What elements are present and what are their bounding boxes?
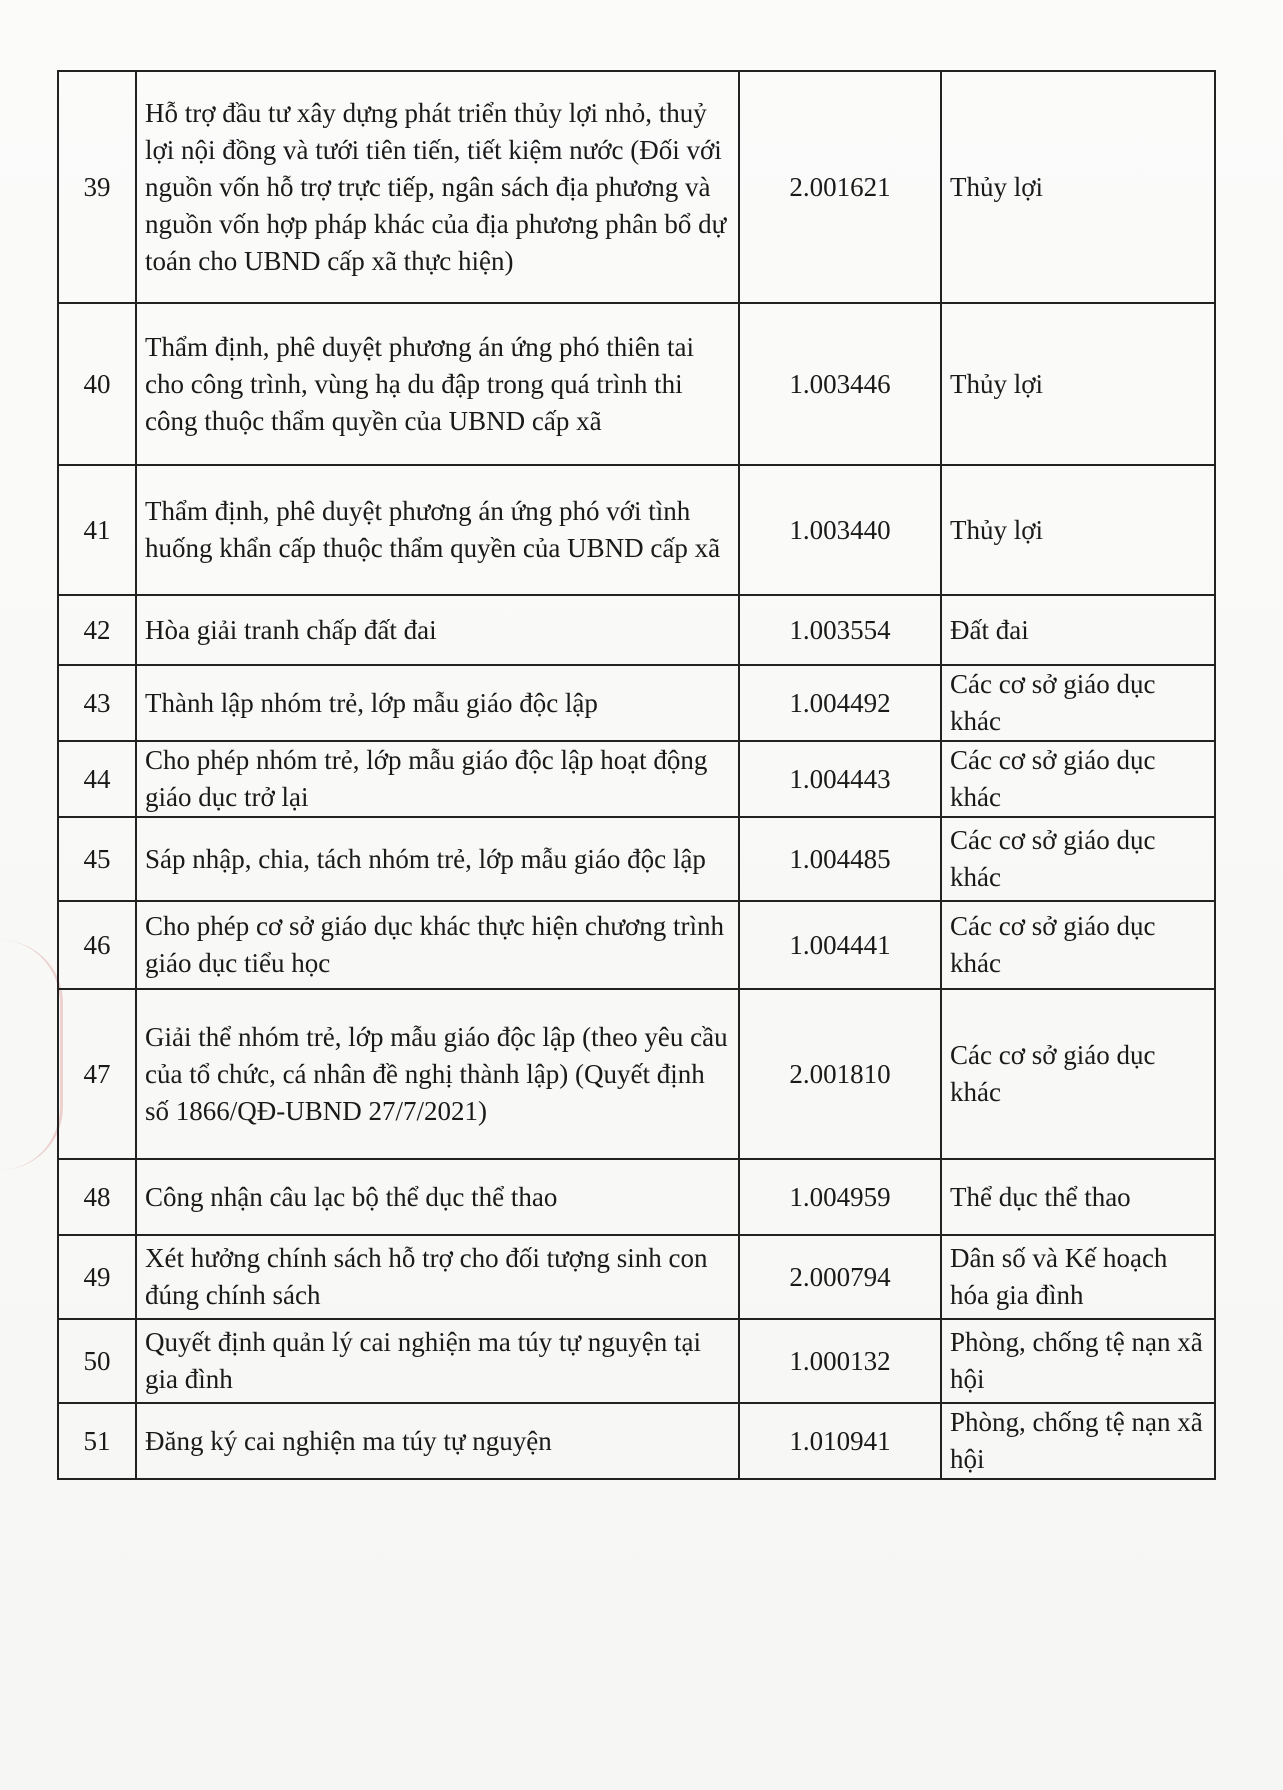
procedure-code: 1.003554 xyxy=(739,595,941,665)
procedure-code: 1.004485 xyxy=(739,817,941,901)
procedure-field: Các cơ sở giáo dục khác xyxy=(941,665,1215,741)
row-number: 46 xyxy=(58,901,136,989)
procedure-table-body xyxy=(58,71,1215,1479)
procedure-field: Phòng, chống tệ nạn xã hội xyxy=(941,1403,1215,1479)
table-row xyxy=(58,1235,1215,1319)
procedure-code: 1.003440 xyxy=(739,465,941,595)
procedure-code: 1.004441 xyxy=(739,901,941,989)
table-row xyxy=(58,465,1215,595)
procedure-field: Các cơ sở giáo dục khác xyxy=(941,817,1215,901)
table-row xyxy=(58,1159,1215,1235)
table-row xyxy=(58,1403,1215,1479)
procedure-field: Các cơ sở giáo dục khác xyxy=(941,741,1215,817)
procedure-field: Thủy lợi xyxy=(941,465,1215,595)
row-number: 47 xyxy=(58,989,136,1159)
procedure-field: Thủy lợi xyxy=(941,71,1215,303)
table-row xyxy=(58,595,1215,665)
row-number: 43 xyxy=(58,665,136,741)
procedure-table xyxy=(57,70,1216,1480)
procedure-code: 2.001621 xyxy=(739,71,941,303)
red-stamp-edge xyxy=(0,940,63,1170)
procedure-name: Hòa giải tranh chấp đất đai xyxy=(136,595,739,665)
table-row xyxy=(58,989,1215,1159)
procedure-code: 1.004492 xyxy=(739,665,941,741)
procedure-name: Giải thể nhóm trẻ, lớp mẫu giáo độc lập (theo yêu cầu của tổ chức, cá nhân đề nghị thành lập) (Quyết định số 1866/QĐ-UBND 27/7/2021) xyxy=(136,989,739,1159)
row-number: 50 xyxy=(58,1319,136,1403)
procedure-code: 2.001810 xyxy=(739,989,941,1159)
procedure-name: Cho phép nhóm trẻ, lớp mẫu giáo độc lập hoạt động giáo dục trở lại xyxy=(136,741,739,817)
procedure-code: 1.004443 xyxy=(739,741,941,817)
procedure-name: Hỗ trợ đầu tư xây dựng phát triển thủy lợi nhỏ, thuỷ lợi nội đồng và tưới tiên tiến, tiết kiệm nước (Đối với nguồn vốn hỗ trợ trực tiếp, ngân sách địa phương và nguồn vốn hợp pháp khác của địa phương phân bổ dự toán cho UBND cấp xã thực hiện) xyxy=(136,71,739,303)
procedure-name: Quyết định quản lý cai nghiện ma túy tự nguyện tại gia đình xyxy=(136,1319,739,1403)
table-row xyxy=(58,665,1215,741)
procedure-code: 2.000794 xyxy=(739,1235,941,1319)
procedure-name: Thẩm định, phê duyệt phương án ứng phó thiên tai cho công trình, vùng hạ du đập trong quá trình thi công thuộc thẩm quyền của UBND cấp xã xyxy=(136,303,739,465)
procedure-name: Cho phép cơ sở giáo dục khác thực hiện chương trình giáo dục tiểu học xyxy=(136,901,739,989)
procedure-name: Sáp nhập, chia, tách nhóm trẻ, lớp mẫu giáo độc lập xyxy=(136,817,739,901)
procedure-name: Thành lập nhóm trẻ, lớp mẫu giáo độc lập xyxy=(136,665,739,741)
procedure-field: Phòng, chống tệ nạn xã hội xyxy=(941,1319,1215,1403)
table-row xyxy=(58,71,1215,303)
table-row xyxy=(58,901,1215,989)
procedure-name: Xét hưởng chính sách hỗ trợ cho đối tượng sinh con đúng chính sách xyxy=(136,1235,739,1319)
row-number: 49 xyxy=(58,1235,136,1319)
row-number: 42 xyxy=(58,595,136,665)
procedure-code: 1.003446 xyxy=(739,303,941,465)
row-number: 48 xyxy=(58,1159,136,1235)
row-number: 41 xyxy=(58,465,136,595)
procedure-code: 1.004959 xyxy=(739,1159,941,1235)
table-row xyxy=(58,817,1215,901)
procedure-field: Các cơ sở giáo dục khác xyxy=(941,901,1215,989)
row-number: 39 xyxy=(58,71,136,303)
procedure-field: Thể dục thể thao xyxy=(941,1159,1215,1235)
table-row xyxy=(58,1319,1215,1403)
procedure-code: 1.000132 xyxy=(739,1319,941,1403)
table-row xyxy=(58,741,1215,817)
procedure-field: Thủy lợi xyxy=(941,303,1215,465)
row-number: 45 xyxy=(58,817,136,901)
procedure-field: Dân số và Kế hoạch hóa gia đình xyxy=(941,1235,1215,1319)
procedure-table-wrapper xyxy=(57,70,1207,1480)
table-row xyxy=(58,303,1215,465)
procedure-name: Đăng ký cai nghiện ma túy tự nguyện xyxy=(136,1403,739,1479)
procedure-field: Các cơ sở giáo dục khác xyxy=(941,989,1215,1159)
procedure-name: Công nhận câu lạc bộ thể dục thể thao xyxy=(136,1159,739,1235)
row-number: 51 xyxy=(58,1403,136,1479)
procedure-code: 1.010941 xyxy=(739,1403,941,1479)
procedure-field: Đất đai xyxy=(941,595,1215,665)
procedure-name: Thẩm định, phê duyệt phương án ứng phó với tình huống khẩn cấp thuộc thẩm quyền của UBND cấp xã xyxy=(136,465,739,595)
row-number: 40 xyxy=(58,303,136,465)
row-number: 44 xyxy=(58,741,136,817)
